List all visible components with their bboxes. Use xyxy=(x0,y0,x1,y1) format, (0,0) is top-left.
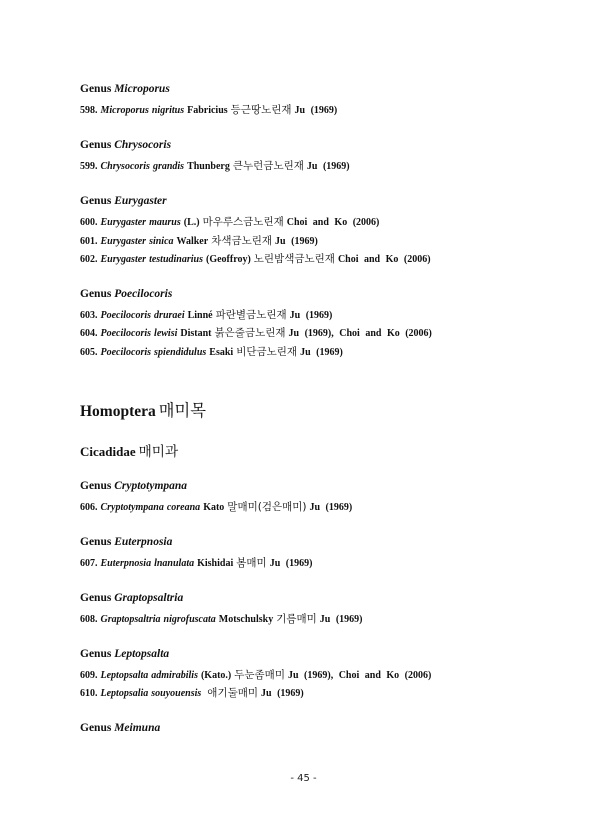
genus-heading: Genus Poecilocoris xyxy=(80,288,173,300)
genus-heading: Genus Cryptotympana xyxy=(80,480,188,492)
genus-name: Eurygaster xyxy=(114,195,167,207)
entry-author: Motschulsky xyxy=(218,614,274,625)
entry-genus: Microporus xyxy=(100,105,149,116)
entry-korean-name: 비단금노린재 xyxy=(236,346,298,358)
entry-species: nigritus xyxy=(151,105,185,116)
entry-author: (Kato.) xyxy=(200,670,232,681)
entry-number: 607. xyxy=(80,558,98,569)
entry-number: 598. xyxy=(80,105,98,116)
entry-species: grandis xyxy=(152,161,185,172)
family-korean-name: 매미과 xyxy=(138,444,179,460)
entry-species: testudinarius xyxy=(149,254,203,265)
entry-korean-name: 두눈좀매미 xyxy=(234,669,285,681)
entry-species: sinica xyxy=(149,236,174,247)
entry-number: 604. xyxy=(80,328,98,339)
entry-species: souyouensis xyxy=(151,688,202,699)
entry-number: 605. xyxy=(80,347,98,358)
entry-author: Walker xyxy=(176,236,209,247)
entry-author: Thunberg xyxy=(187,161,230,172)
species-entry xyxy=(80,102,337,117)
entry-number: 602. xyxy=(80,254,98,265)
entry-korean-name: 파란별금노린재 xyxy=(215,309,287,321)
entry-species: lnanulata xyxy=(154,558,195,569)
species-entry xyxy=(80,685,304,700)
genus-name: Poecilocoris xyxy=(114,288,173,300)
entry-genus: Leptopsalta xyxy=(100,670,149,681)
species-entry xyxy=(80,251,431,266)
genus-name: Leptopsalta xyxy=(114,648,170,660)
entry-reference: Ju (1969) xyxy=(309,502,353,513)
genus-name: Meimuna xyxy=(114,722,161,734)
species-entry xyxy=(80,307,332,322)
entry-number: 600. xyxy=(80,217,98,228)
entry-genus: Eurygaster xyxy=(100,236,147,247)
genus-heading: Genus Microporus xyxy=(80,83,170,95)
genus-heading: Genus Euterpnosia xyxy=(80,536,173,548)
entry-genus: Poecilocoris xyxy=(100,310,152,321)
genus-name: Euterpnosia xyxy=(114,536,173,548)
entry-author: Kato xyxy=(203,502,225,513)
genus-heading: Genus Leptopsalta xyxy=(80,648,170,660)
entry-species: nigrofuscata xyxy=(163,614,216,625)
entry-number: 608. xyxy=(80,614,98,625)
entry-korean-name: 큰누런금노린재 xyxy=(232,160,304,172)
entry-number: 601. xyxy=(80,236,98,247)
entry-species: spiendidulus xyxy=(154,347,207,358)
entry-number: 606. xyxy=(80,502,98,513)
entry-genus: Graptopsaltria xyxy=(100,614,161,625)
entry-species: admirabilis xyxy=(151,670,198,681)
entry-author: Esaki xyxy=(209,347,234,358)
species-entry xyxy=(80,325,432,340)
entry-number: 603. xyxy=(80,310,98,321)
entry-korean-name: 등근땅노린재 xyxy=(230,104,292,116)
entry-korean-name: 애기둘매미 xyxy=(207,687,259,699)
genus-heading: Genus Meimuna xyxy=(80,722,161,734)
order-korean-name: 매미목 xyxy=(158,401,206,420)
entry-author: Linné xyxy=(187,310,213,321)
entry-author: Fabricius xyxy=(187,105,228,116)
entry-reference: Ju (1969) xyxy=(289,310,333,321)
entry-number: 599. xyxy=(80,161,98,172)
entry-species: lewisi xyxy=(154,328,178,339)
genus-name: Microporus xyxy=(114,83,170,95)
entry-korean-name: 노린밤색금노린재 xyxy=(253,253,335,265)
family-heading xyxy=(80,440,181,460)
entry-number: 609. xyxy=(80,670,98,681)
species-entry xyxy=(80,555,312,570)
species-entry xyxy=(80,214,379,229)
entry-number: 610. xyxy=(80,688,98,699)
entry-reference: Choi and Ko (2006) xyxy=(337,254,431,265)
entry-species: maurus xyxy=(149,217,181,228)
entry-reference: Ju (1969) xyxy=(261,688,304,699)
entry-reference: Ju (1969) xyxy=(319,614,363,625)
genus-name: Chrysocoris xyxy=(114,139,172,151)
genus-name: Graptopsaltria xyxy=(114,592,184,604)
entry-reference: Ju (1969), Choi and Ko (2006) xyxy=(287,670,432,681)
entry-reference: Ju (1969) xyxy=(294,105,338,116)
entry-korean-name: 차색금노린재 xyxy=(211,235,273,247)
family-latin-name: Cicadidae xyxy=(80,444,136,459)
entry-korean-name: 기름매미 xyxy=(276,613,317,625)
entry-author: (L.) xyxy=(183,217,200,228)
entry-korean-name: 붉은줄금노린재 xyxy=(214,327,286,339)
entry-genus: Poecilocoris xyxy=(100,347,152,358)
genus-heading: Genus Graptopsaltria xyxy=(80,592,184,604)
entry-genus: Cryptotympana xyxy=(100,502,164,513)
order-heading xyxy=(80,397,209,421)
entry-author: Distant xyxy=(180,328,212,339)
entry-korean-name: 말매미(검은매미) xyxy=(227,501,307,513)
species-entry xyxy=(80,611,363,626)
entry-genus: Poecilocoris xyxy=(100,328,152,339)
genus-heading: Genus Chrysocoris xyxy=(80,139,172,151)
entry-reference: Ju (1969), Choi and Ko (2006) xyxy=(288,328,432,339)
entry-author: Kishidai xyxy=(197,558,234,569)
species-entry xyxy=(80,158,350,173)
entry-genus: Chrysocoris xyxy=(100,161,150,172)
entry-species: coreana xyxy=(166,502,201,513)
entry-author: (Geoffroy) xyxy=(205,254,251,265)
entry-genus: Leptopsalia xyxy=(100,688,149,699)
entry-genus: Eurygaster xyxy=(100,217,147,228)
entry-korean-name: 마우루스금노린재 xyxy=(202,216,284,228)
entry-reference: Ju (1969) xyxy=(275,236,318,247)
entry-genus: Eurygaster xyxy=(100,254,147,265)
species-entry xyxy=(80,667,431,682)
species-entry xyxy=(80,233,318,248)
order-latin-name: Homoptera xyxy=(80,403,156,420)
page-number: - 45 - xyxy=(290,773,317,784)
entry-reference: Ju (1969) xyxy=(300,347,343,358)
entry-species: druraei xyxy=(154,310,185,321)
entry-reference: Ju (1969) xyxy=(306,161,350,172)
entry-genus: Euterpnosia xyxy=(100,558,152,569)
entry-reference: Ju (1969) xyxy=(269,558,313,569)
genus-name: Cryptotympana xyxy=(114,480,188,492)
genus-heading: Genus Eurygaster xyxy=(80,195,167,207)
entry-reference: Choi and Ko (2006) xyxy=(286,217,380,228)
species-entry xyxy=(80,499,352,514)
species-entry xyxy=(80,344,343,359)
entry-korean-name: 봄매미 xyxy=(236,557,267,569)
